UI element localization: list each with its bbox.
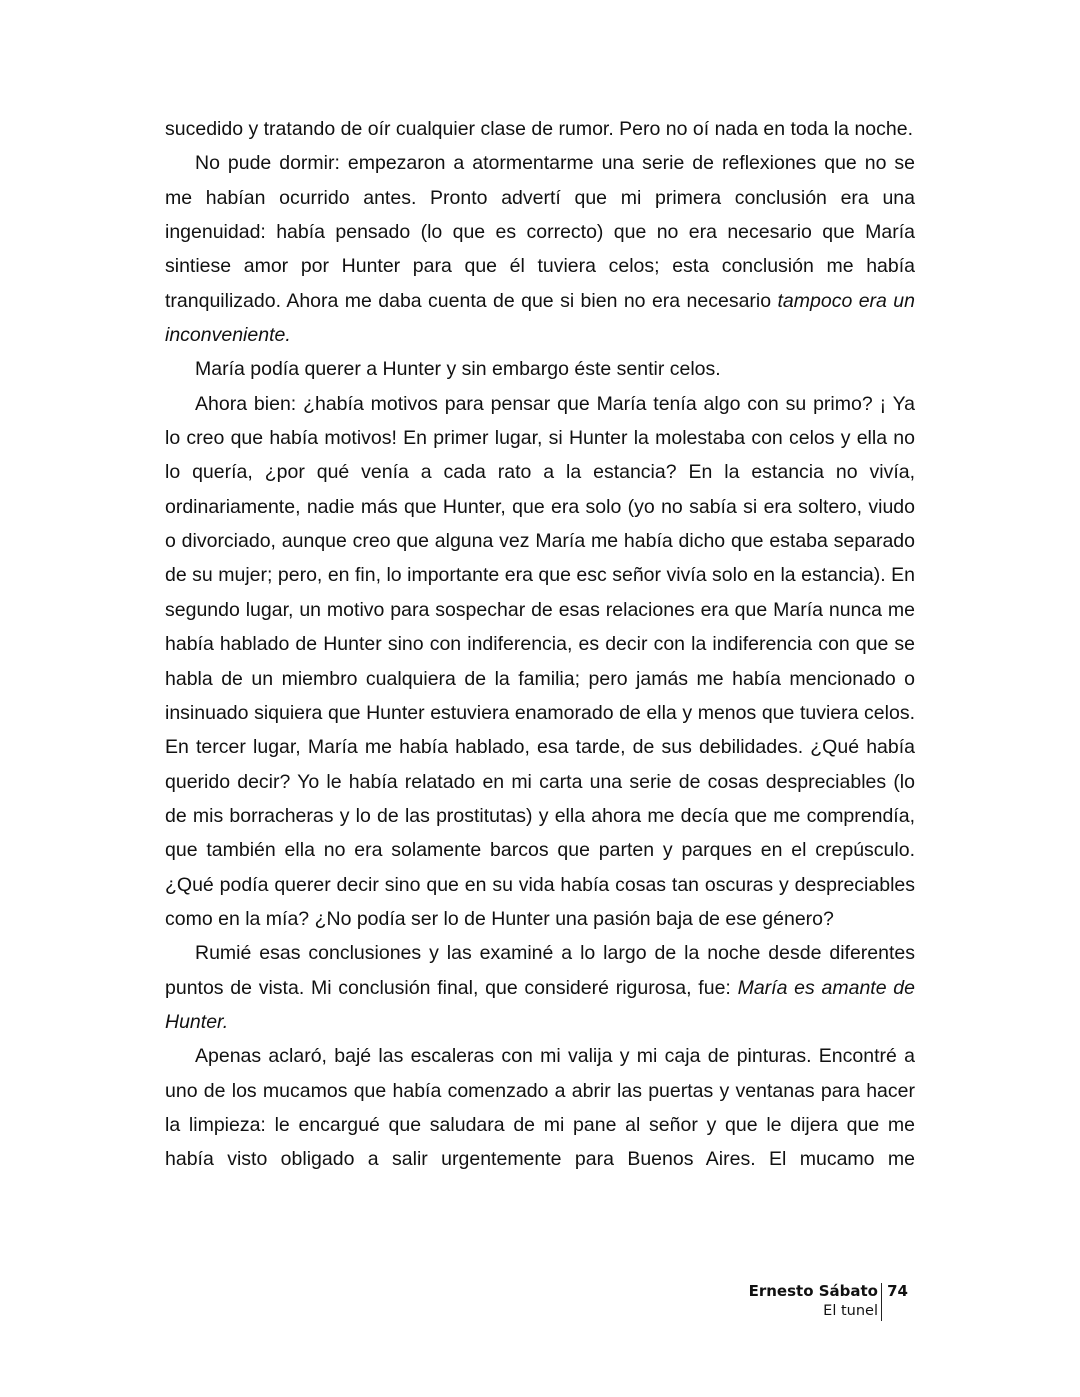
paragraph-text: Rumié esas conclusiones y las examiné a lo largo de la noche desde diferentes puntos de vista. Mi conclusión final, que consideré rigurosa, fue: bbox=[165, 942, 915, 999]
page-number: 74 bbox=[887, 1282, 908, 1300]
paragraph-6 bbox=[165, 1039, 915, 1176]
paragraph-text: María podía querer a Hunter y sin embargo éste sentir celos. bbox=[195, 358, 721, 381]
page-footer bbox=[700, 1281, 910, 1323]
paragraph-text: Ahora bien: ¿había motivos para pensar que María tenía algo con su primo? ¡ Ya lo creo que había motivos! En primer lugar, si Hunter la molestaba con celos y ella no lo quería, ¿por qué venía a cada rato a la estancia? En la estancia no vivía, ordinariamente, nadie más que Hunter, que era solo (yo no sabía si era soltero, viudo o divorciado, aunque creo que alguna vez María me había dicho que estaba separado de su mujer; pero, en fin, lo importante era que esc señor vivía solo en la estancia). En segundo lugar, un motivo para sospechar de esas relaciones era que María nunca me había hablado de Hunter sino con indiferencia, es decir con la indiferencia con que se habla de un miembro cualquiera de la familia; pero jamás me había mencionado o insinuado siquiera que Hunter estuviera enamorado de ella y menos que tuviera celos. En tercer lugar, María me había hablado, esa tarde, de sus debilidades. ¿Qué había querido decir? Yo le había relatado en mi carta una serie de cosas despreciables (lo de mis borracheras y lo de las prostitutas) y ella ahora me decía que me comprendía, que también ella no era solamente barcos que parten y parques en el crepúsculo. ¿Qué podía querer decir sino que en su vida había cosas tan oscuras y despreciables como en la mía? ¿No podía ser lo de Hunter una pasión baja de ese género? bbox=[165, 392, 915, 930]
paragraph-text: Apenas aclaró, bajé las escaleras con mi valija y mi caja de pinturas. Encontré a uno de los mucamos que había comenzado a abrir las puertas y ventanas para hacer la limpieza: le encargué que saludara de mi pane al señor y que le dijera que me había visto obligado a salir urgentemente para Buenos Aires. El mucamo me bbox=[165, 1045, 915, 1171]
paragraph-2 bbox=[165, 146, 915, 352]
paragraph-text: sucedido y tratando de oír cualquier clase de rumor. Pero no oí nada en toda la noche. bbox=[165, 118, 913, 140]
footer-divider bbox=[881, 1283, 883, 1321]
footer-author: Ernesto Sábato bbox=[748, 1282, 878, 1300]
paragraph-3 bbox=[165, 352, 915, 386]
paragraph-4 bbox=[165, 387, 915, 937]
body-text bbox=[165, 112, 915, 1177]
footer-book-title: El tunel bbox=[823, 1303, 878, 1319]
footer-credits bbox=[749, 1281, 878, 1321]
italic-text: tampoco era un inconveniente. bbox=[165, 289, 915, 347]
paragraph-1 bbox=[165, 112, 915, 146]
italic-text: María es amante de Hunter. bbox=[165, 976, 915, 1033]
paragraph-text: No pude dormir: empezaron a atormentarme una serie de reflexiones que no se me habían ocurrido antes. Pronto advertí que mi primera conclusión era una ingenuidad: había pensado (lo que es correcto) que no era necesario que María sintiese amor por Hunter para que él tuviera celos; esta conclusión me había tranquilizado. Ahora me daba cuenta de que si bien no era necesario bbox=[165, 152, 915, 312]
paragraph-5 bbox=[165, 936, 915, 1039]
